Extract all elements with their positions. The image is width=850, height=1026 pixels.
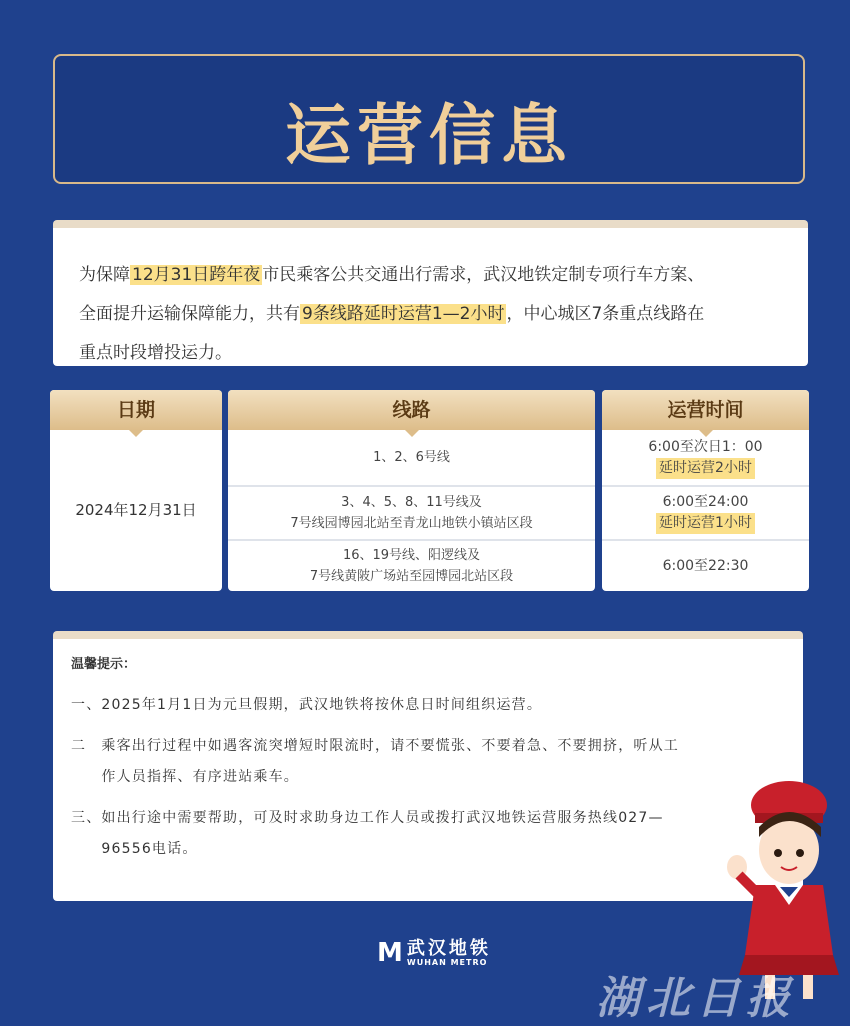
date-column bbox=[50, 390, 222, 591]
tip-text: 96556电话。 bbox=[71, 841, 198, 857]
lines-cell-3 bbox=[228, 541, 595, 591]
date-cell bbox=[50, 430, 222, 591]
extension-tag: 延时运营2小时 bbox=[656, 458, 755, 479]
lines-header: 线路 bbox=[228, 390, 595, 430]
lines-cell-2 bbox=[228, 487, 595, 539]
tips-panel bbox=[53, 631, 803, 901]
extension-tag: 延时运营1小时 bbox=[656, 513, 755, 534]
lines-text: 7号线黄陂广场站至园博园北站区段 bbox=[309, 569, 514, 584]
intro-line-3: 重点时段增投运力。 bbox=[79, 343, 232, 363]
tips-title: 温馨提示： bbox=[71, 657, 137, 672]
lines-text: 3、4、5、8、11号线及 bbox=[341, 495, 482, 510]
intro-panel bbox=[53, 220, 808, 366]
hours-column bbox=[602, 390, 809, 591]
intro-text: ，中心城区7条重点线路在 bbox=[506, 304, 705, 324]
lines-text: 1、2、6号线 bbox=[373, 450, 450, 465]
tip-text: 二 乘客出行过程中如遇客流突增短时限流时，请不要慌张、不要着急、不要拥挤，听从工 bbox=[71, 738, 679, 754]
tip-item-3 bbox=[71, 803, 785, 865]
logo-text bbox=[406, 937, 491, 967]
hours-cell-1 bbox=[602, 430, 809, 485]
logo-en: WUHAN METRO bbox=[406, 957, 488, 967]
time-text: 6:00至次日1：00 bbox=[648, 438, 763, 455]
intro-text: 全面提升运输保障能力，共有 bbox=[79, 304, 300, 324]
page-title: 运营信息 bbox=[285, 97, 573, 174]
time-text: 6:00至24:00 bbox=[662, 494, 749, 510]
tip-item-2 bbox=[71, 731, 785, 793]
intro-line-2 bbox=[79, 295, 782, 334]
metro-m-icon: M bbox=[377, 938, 403, 968]
lines-text: 16、19号线、阳逻线及 bbox=[342, 548, 481, 563]
watermark: 湖北日报 bbox=[596, 973, 796, 1024]
hours-header: 运营时间 bbox=[602, 390, 809, 430]
intro-line-1 bbox=[79, 256, 782, 295]
date-header: 日期 bbox=[50, 390, 222, 430]
highlight-lines: 9条线路延时运营1—2小时 bbox=[302, 304, 505, 324]
hours-cell-2 bbox=[602, 487, 809, 539]
tip-text: 三、如出行途中需要帮助，可及时求助身边工作人员或拨打武汉地铁运营服务热线027— bbox=[71, 810, 664, 826]
time-text: 6:00至22:30 bbox=[662, 557, 749, 574]
lines-text: 7号线园博园北站至青龙山地铁小镇站区段 bbox=[290, 516, 533, 531]
logo-cn: 武汉地铁 bbox=[406, 937, 491, 959]
date-value: 2024年12月31日 bbox=[75, 501, 197, 519]
hours-cell-3 bbox=[602, 541, 809, 591]
intro-text: 为保障 bbox=[79, 265, 130, 285]
title-banner bbox=[53, 54, 805, 184]
intro-text: 市民乘客公共交通出行需求，武汉地铁定制专项行车方案、 bbox=[262, 265, 705, 285]
tip-item-1: 一、2025年1月1日为元旦假期，武汉地铁将按休息日时间组织运营。 bbox=[71, 697, 543, 713]
wuhan-metro-logo bbox=[377, 938, 491, 968]
highlight-date: 12月31日跨年夜 bbox=[132, 265, 261, 285]
tip-text: 作人员指挥、有序进站乘车。 bbox=[71, 769, 299, 785]
lines-column bbox=[228, 390, 595, 591]
lines-cell-1 bbox=[228, 430, 595, 485]
